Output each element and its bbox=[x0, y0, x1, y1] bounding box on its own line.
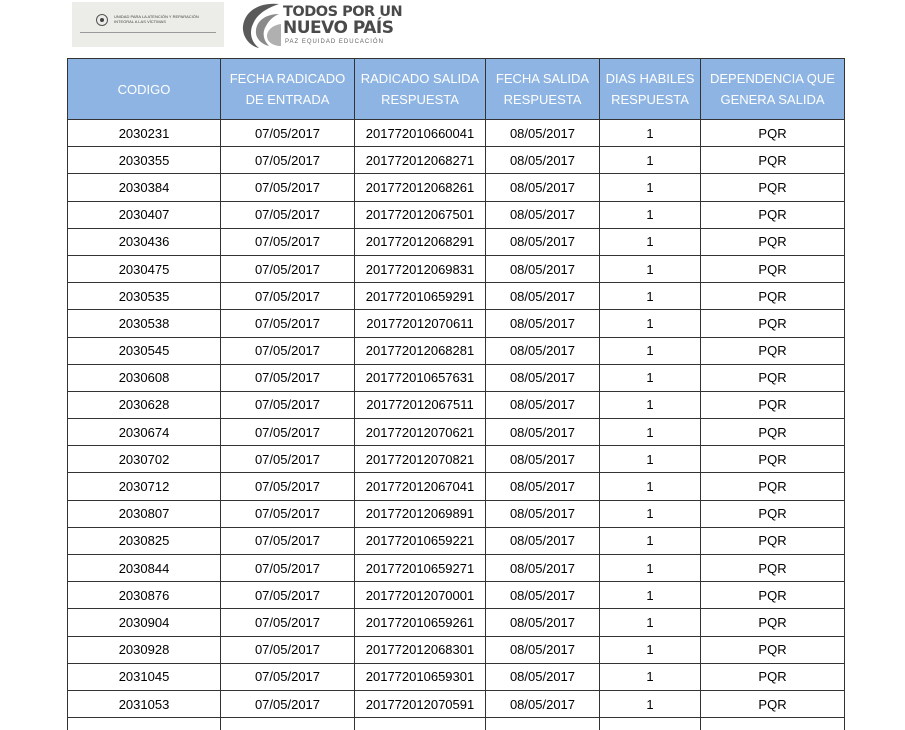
cell-dependencia: PQR bbox=[701, 174, 845, 201]
cell-dependencia: PQR bbox=[701, 337, 845, 364]
table-body bbox=[68, 120, 845, 730]
cell-dias-habiles: 1 bbox=[600, 500, 701, 527]
table-row bbox=[68, 446, 845, 473]
cell-codigo: 2030538 bbox=[68, 310, 221, 337]
table-row bbox=[68, 364, 845, 391]
cell-codigo: 2030712 bbox=[68, 473, 221, 500]
cell-codigo: 2030844 bbox=[68, 555, 221, 582]
cell-fecha-radicado: 07/05/2017 bbox=[221, 283, 355, 310]
cell-partial bbox=[486, 718, 600, 730]
cell-codigo: 2030231 bbox=[68, 120, 221, 147]
cell-fecha-radicado: 07/05/2017 bbox=[221, 663, 355, 690]
cell-codigo: 2030384 bbox=[68, 174, 221, 201]
cell-dias-habiles: 1 bbox=[600, 364, 701, 391]
table-row bbox=[68, 582, 845, 609]
cell-fecha-salida: 08/05/2017 bbox=[486, 174, 600, 201]
cell-dias-habiles: 1 bbox=[600, 283, 701, 310]
cell-dependencia: PQR bbox=[701, 283, 845, 310]
column-header-radicado-salida: RADICADO SALIDA RESPUESTA bbox=[355, 59, 486, 120]
cell-radicado-salida: 201772010659301 bbox=[355, 663, 486, 690]
cell-fecha-radicado: 07/05/2017 bbox=[221, 609, 355, 636]
cell-dias-habiles: 1 bbox=[600, 147, 701, 174]
cell-fecha-salida: 08/05/2017 bbox=[486, 609, 600, 636]
cell-fecha-salida: 08/05/2017 bbox=[486, 255, 600, 282]
cell-dependencia: PQR bbox=[701, 690, 845, 717]
cell-dias-habiles: 1 bbox=[600, 255, 701, 282]
cell-dias-habiles: 1 bbox=[600, 609, 701, 636]
cell-dias-habiles: 1 bbox=[600, 391, 701, 418]
cell-radicado-salida: 201772012068271 bbox=[355, 147, 486, 174]
cell-radicado-salida: 201772012069831 bbox=[355, 255, 486, 282]
cell-radicado-salida: 201772012067041 bbox=[355, 473, 486, 500]
cell-fecha-radicado: 07/05/2017 bbox=[221, 419, 355, 446]
cell-radicado-salida: 201772010660041 bbox=[355, 120, 486, 147]
cell-fecha-salida: 08/05/2017 bbox=[486, 201, 600, 228]
cell-codigo: 2030928 bbox=[68, 636, 221, 663]
column-header-codigo: CODIGO bbox=[68, 59, 221, 120]
table-row bbox=[68, 419, 845, 446]
cell-dependencia: PQR bbox=[701, 663, 845, 690]
cell-fecha-salida: 08/05/2017 bbox=[486, 337, 600, 364]
cell-fecha-radicado: 07/05/2017 bbox=[221, 120, 355, 147]
cell-partial bbox=[600, 718, 701, 730]
table-row bbox=[68, 201, 845, 228]
cell-partial bbox=[68, 718, 221, 730]
cell-fecha-salida: 08/05/2017 bbox=[486, 391, 600, 418]
cell-dependencia: PQR bbox=[701, 636, 845, 663]
cell-fecha-salida: 08/05/2017 bbox=[486, 419, 600, 446]
cell-fecha-radicado: 07/05/2017 bbox=[221, 473, 355, 500]
cell-codigo: 2030674 bbox=[68, 419, 221, 446]
cell-fecha-radicado: 07/05/2017 bbox=[221, 364, 355, 391]
cell-dependencia: PQR bbox=[701, 446, 845, 473]
table-row bbox=[68, 310, 845, 337]
cell-fecha-radicado: 07/05/2017 bbox=[221, 500, 355, 527]
cell-codigo: 2031045 bbox=[68, 663, 221, 690]
cell-dependencia: PQR bbox=[701, 609, 845, 636]
cell-dependencia: PQR bbox=[701, 255, 845, 282]
cell-codigo: 2030475 bbox=[68, 255, 221, 282]
cell-dias-habiles: 1 bbox=[600, 636, 701, 663]
cell-radicado-salida: 201772012070591 bbox=[355, 690, 486, 717]
cell-dependencia: PQR bbox=[701, 419, 845, 446]
responses-table bbox=[67, 58, 845, 730]
logo-divider bbox=[80, 32, 216, 33]
cell-fecha-salida: 08/05/2017 bbox=[486, 364, 600, 391]
table-row bbox=[68, 391, 845, 418]
cell-fecha-radicado: 07/05/2017 bbox=[221, 690, 355, 717]
cell-fecha-radicado: 07/05/2017 bbox=[221, 255, 355, 282]
cell-radicado-salida: 201772012067501 bbox=[355, 201, 486, 228]
cell-dias-habiles: 1 bbox=[600, 120, 701, 147]
cell-fecha-salida: 08/05/2017 bbox=[486, 663, 600, 690]
slogan-line2: NUEVO PAÍS bbox=[283, 18, 394, 38]
cell-codigo: 2031053 bbox=[68, 690, 221, 717]
cell-codigo: 2030407 bbox=[68, 201, 221, 228]
cell-dias-habiles: 1 bbox=[600, 446, 701, 473]
cell-dependencia: PQR bbox=[701, 147, 845, 174]
cell-dependencia: PQR bbox=[701, 120, 845, 147]
cell-dependencia: PQR bbox=[701, 310, 845, 337]
cell-fecha-radicado: 07/05/2017 bbox=[221, 174, 355, 201]
cell-fecha-salida: 08/05/2017 bbox=[486, 527, 600, 554]
cell-codigo: 2030825 bbox=[68, 527, 221, 554]
cell-partial bbox=[221, 718, 355, 730]
cell-codigo: 2030608 bbox=[68, 364, 221, 391]
table-row bbox=[68, 283, 845, 310]
table-row bbox=[68, 636, 845, 663]
cell-fecha-radicado: 07/05/2017 bbox=[221, 636, 355, 663]
cell-fecha-radicado: 07/05/2017 bbox=[221, 527, 355, 554]
cell-radicado-salida: 201772012070821 bbox=[355, 446, 486, 473]
cell-dependencia: PQR bbox=[701, 473, 845, 500]
cell-radicado-salida: 201772010659271 bbox=[355, 555, 486, 582]
cell-radicado-salida: 201772010659261 bbox=[355, 609, 486, 636]
slogan-line3: PAZ EQUIDAD EDUCACIÓN bbox=[285, 39, 384, 45]
cell-codigo: 2030535 bbox=[68, 283, 221, 310]
cell-fecha-radicado: 07/05/2017 bbox=[221, 391, 355, 418]
table-row bbox=[68, 337, 845, 364]
cell-fecha-salida: 08/05/2017 bbox=[486, 582, 600, 609]
cell-fecha-radicado: 07/05/2017 bbox=[221, 228, 355, 255]
table-row bbox=[68, 147, 845, 174]
cell-fecha-salida: 08/05/2017 bbox=[486, 500, 600, 527]
table-row bbox=[68, 555, 845, 582]
cell-fecha-salida: 08/05/2017 bbox=[486, 555, 600, 582]
cell-fecha-radicado: 07/05/2017 bbox=[221, 446, 355, 473]
cell-radicado-salida: 201772012069891 bbox=[355, 500, 486, 527]
cell-radicado-salida: 201772012070001 bbox=[355, 582, 486, 609]
cell-fecha-radicado: 07/05/2017 bbox=[221, 337, 355, 364]
cell-fecha-radicado: 07/05/2017 bbox=[221, 201, 355, 228]
cell-dias-habiles: 1 bbox=[600, 555, 701, 582]
cell-partial bbox=[355, 718, 486, 730]
cell-codigo: 2030628 bbox=[68, 391, 221, 418]
cell-dependencia: PQR bbox=[701, 364, 845, 391]
cell-fecha-salida: 08/05/2017 bbox=[486, 147, 600, 174]
table-row bbox=[68, 500, 845, 527]
column-header-fecha-radicado: FECHA RADICADO DE ENTRADA bbox=[221, 59, 355, 120]
cell-partial bbox=[701, 718, 845, 730]
cell-dias-habiles: 1 bbox=[600, 663, 701, 690]
cell-fecha-salida: 08/05/2017 bbox=[486, 636, 600, 663]
cell-dias-habiles: 1 bbox=[600, 419, 701, 446]
cell-radicado-salida: 201772012068261 bbox=[355, 174, 486, 201]
colombia-seal-icon bbox=[96, 14, 108, 26]
cell-fecha-salida: 08/05/2017 bbox=[486, 283, 600, 310]
cell-fecha-radicado: 07/05/2017 bbox=[221, 310, 355, 337]
table-row-partial bbox=[68, 718, 845, 730]
cell-dependencia: PQR bbox=[701, 555, 845, 582]
cell-fecha-radicado: 07/05/2017 bbox=[221, 147, 355, 174]
table-row bbox=[68, 255, 845, 282]
cell-fecha-salida: 08/05/2017 bbox=[486, 228, 600, 255]
table-header-row bbox=[68, 59, 845, 120]
cell-dias-habiles: 1 bbox=[600, 201, 701, 228]
cell-radicado-salida: 201772010659221 bbox=[355, 527, 486, 554]
cell-dependencia: PQR bbox=[701, 527, 845, 554]
cell-radicado-salida: 201772012068281 bbox=[355, 337, 486, 364]
cell-dias-habiles: 1 bbox=[600, 690, 701, 717]
slogan-line1: TODOS POR UN bbox=[283, 4, 403, 20]
cell-codigo: 2030545 bbox=[68, 337, 221, 364]
cell-codigo: 2030876 bbox=[68, 582, 221, 609]
cell-fecha-radicado: 07/05/2017 bbox=[221, 555, 355, 582]
cell-codigo: 2030702 bbox=[68, 446, 221, 473]
cell-radicado-salida: 201772010657631 bbox=[355, 364, 486, 391]
column-header-dias-habiles: DIAS HABILES RESPUESTA bbox=[600, 59, 701, 120]
cell-radicado-salida: 201772012068291 bbox=[355, 228, 486, 255]
table-row bbox=[68, 228, 845, 255]
table-row bbox=[68, 527, 845, 554]
table-row bbox=[68, 120, 845, 147]
cell-radicado-salida: 201772010659291 bbox=[355, 283, 486, 310]
cell-fecha-salida: 08/05/2017 bbox=[486, 690, 600, 717]
column-header-dependencia: DEPENDENCIA QUE GENERA SALIDA bbox=[701, 59, 845, 120]
cell-dias-habiles: 1 bbox=[600, 228, 701, 255]
cell-radicado-salida: 201772012067511 bbox=[355, 391, 486, 418]
table-row bbox=[68, 473, 845, 500]
cell-dependencia: PQR bbox=[701, 228, 845, 255]
cell-dependencia: PQR bbox=[701, 391, 845, 418]
cell-dependencia: PQR bbox=[701, 582, 845, 609]
government-slogan-logo bbox=[235, 0, 403, 50]
cell-radicado-salida: 201772012068301 bbox=[355, 636, 486, 663]
cell-dias-habiles: 1 bbox=[600, 174, 701, 201]
cell-codigo: 2030904 bbox=[68, 609, 221, 636]
cell-codigo: 2030436 bbox=[68, 228, 221, 255]
org-name: UNIDAD PARA LA ATENCIÓN Y REPARACIÓN INTEGRAL A LAS VÍCTIMAS bbox=[114, 14, 199, 24]
cell-fecha-salida: 08/05/2017 bbox=[486, 120, 600, 147]
cell-fecha-salida: 08/05/2017 bbox=[486, 446, 600, 473]
cell-radicado-salida: 201772012070621 bbox=[355, 419, 486, 446]
cell-codigo: 2030807 bbox=[68, 500, 221, 527]
flag-swoosh-icon bbox=[239, 0, 283, 50]
cell-fecha-salida: 08/05/2017 bbox=[486, 473, 600, 500]
cell-radicado-salida: 201772012070611 bbox=[355, 310, 486, 337]
table-row bbox=[68, 690, 845, 717]
cell-codigo: 2030355 bbox=[68, 147, 221, 174]
cell-dias-habiles: 1 bbox=[600, 527, 701, 554]
cell-fecha-salida: 08/05/2017 bbox=[486, 310, 600, 337]
cell-fecha-radicado: 07/05/2017 bbox=[221, 582, 355, 609]
table-row bbox=[68, 174, 845, 201]
cell-dias-habiles: 1 bbox=[600, 337, 701, 364]
cell-dependencia: PQR bbox=[701, 500, 845, 527]
column-header-fecha-salida: FECHA SALIDA RESPUESTA bbox=[486, 59, 600, 120]
cell-dias-habiles: 1 bbox=[600, 310, 701, 337]
cell-dias-habiles: 1 bbox=[600, 473, 701, 500]
table-row bbox=[68, 663, 845, 690]
cell-dependencia: PQR bbox=[701, 201, 845, 228]
table-row bbox=[68, 609, 845, 636]
cell-dias-habiles: 1 bbox=[600, 582, 701, 609]
victims-unit-logo bbox=[72, 2, 224, 47]
